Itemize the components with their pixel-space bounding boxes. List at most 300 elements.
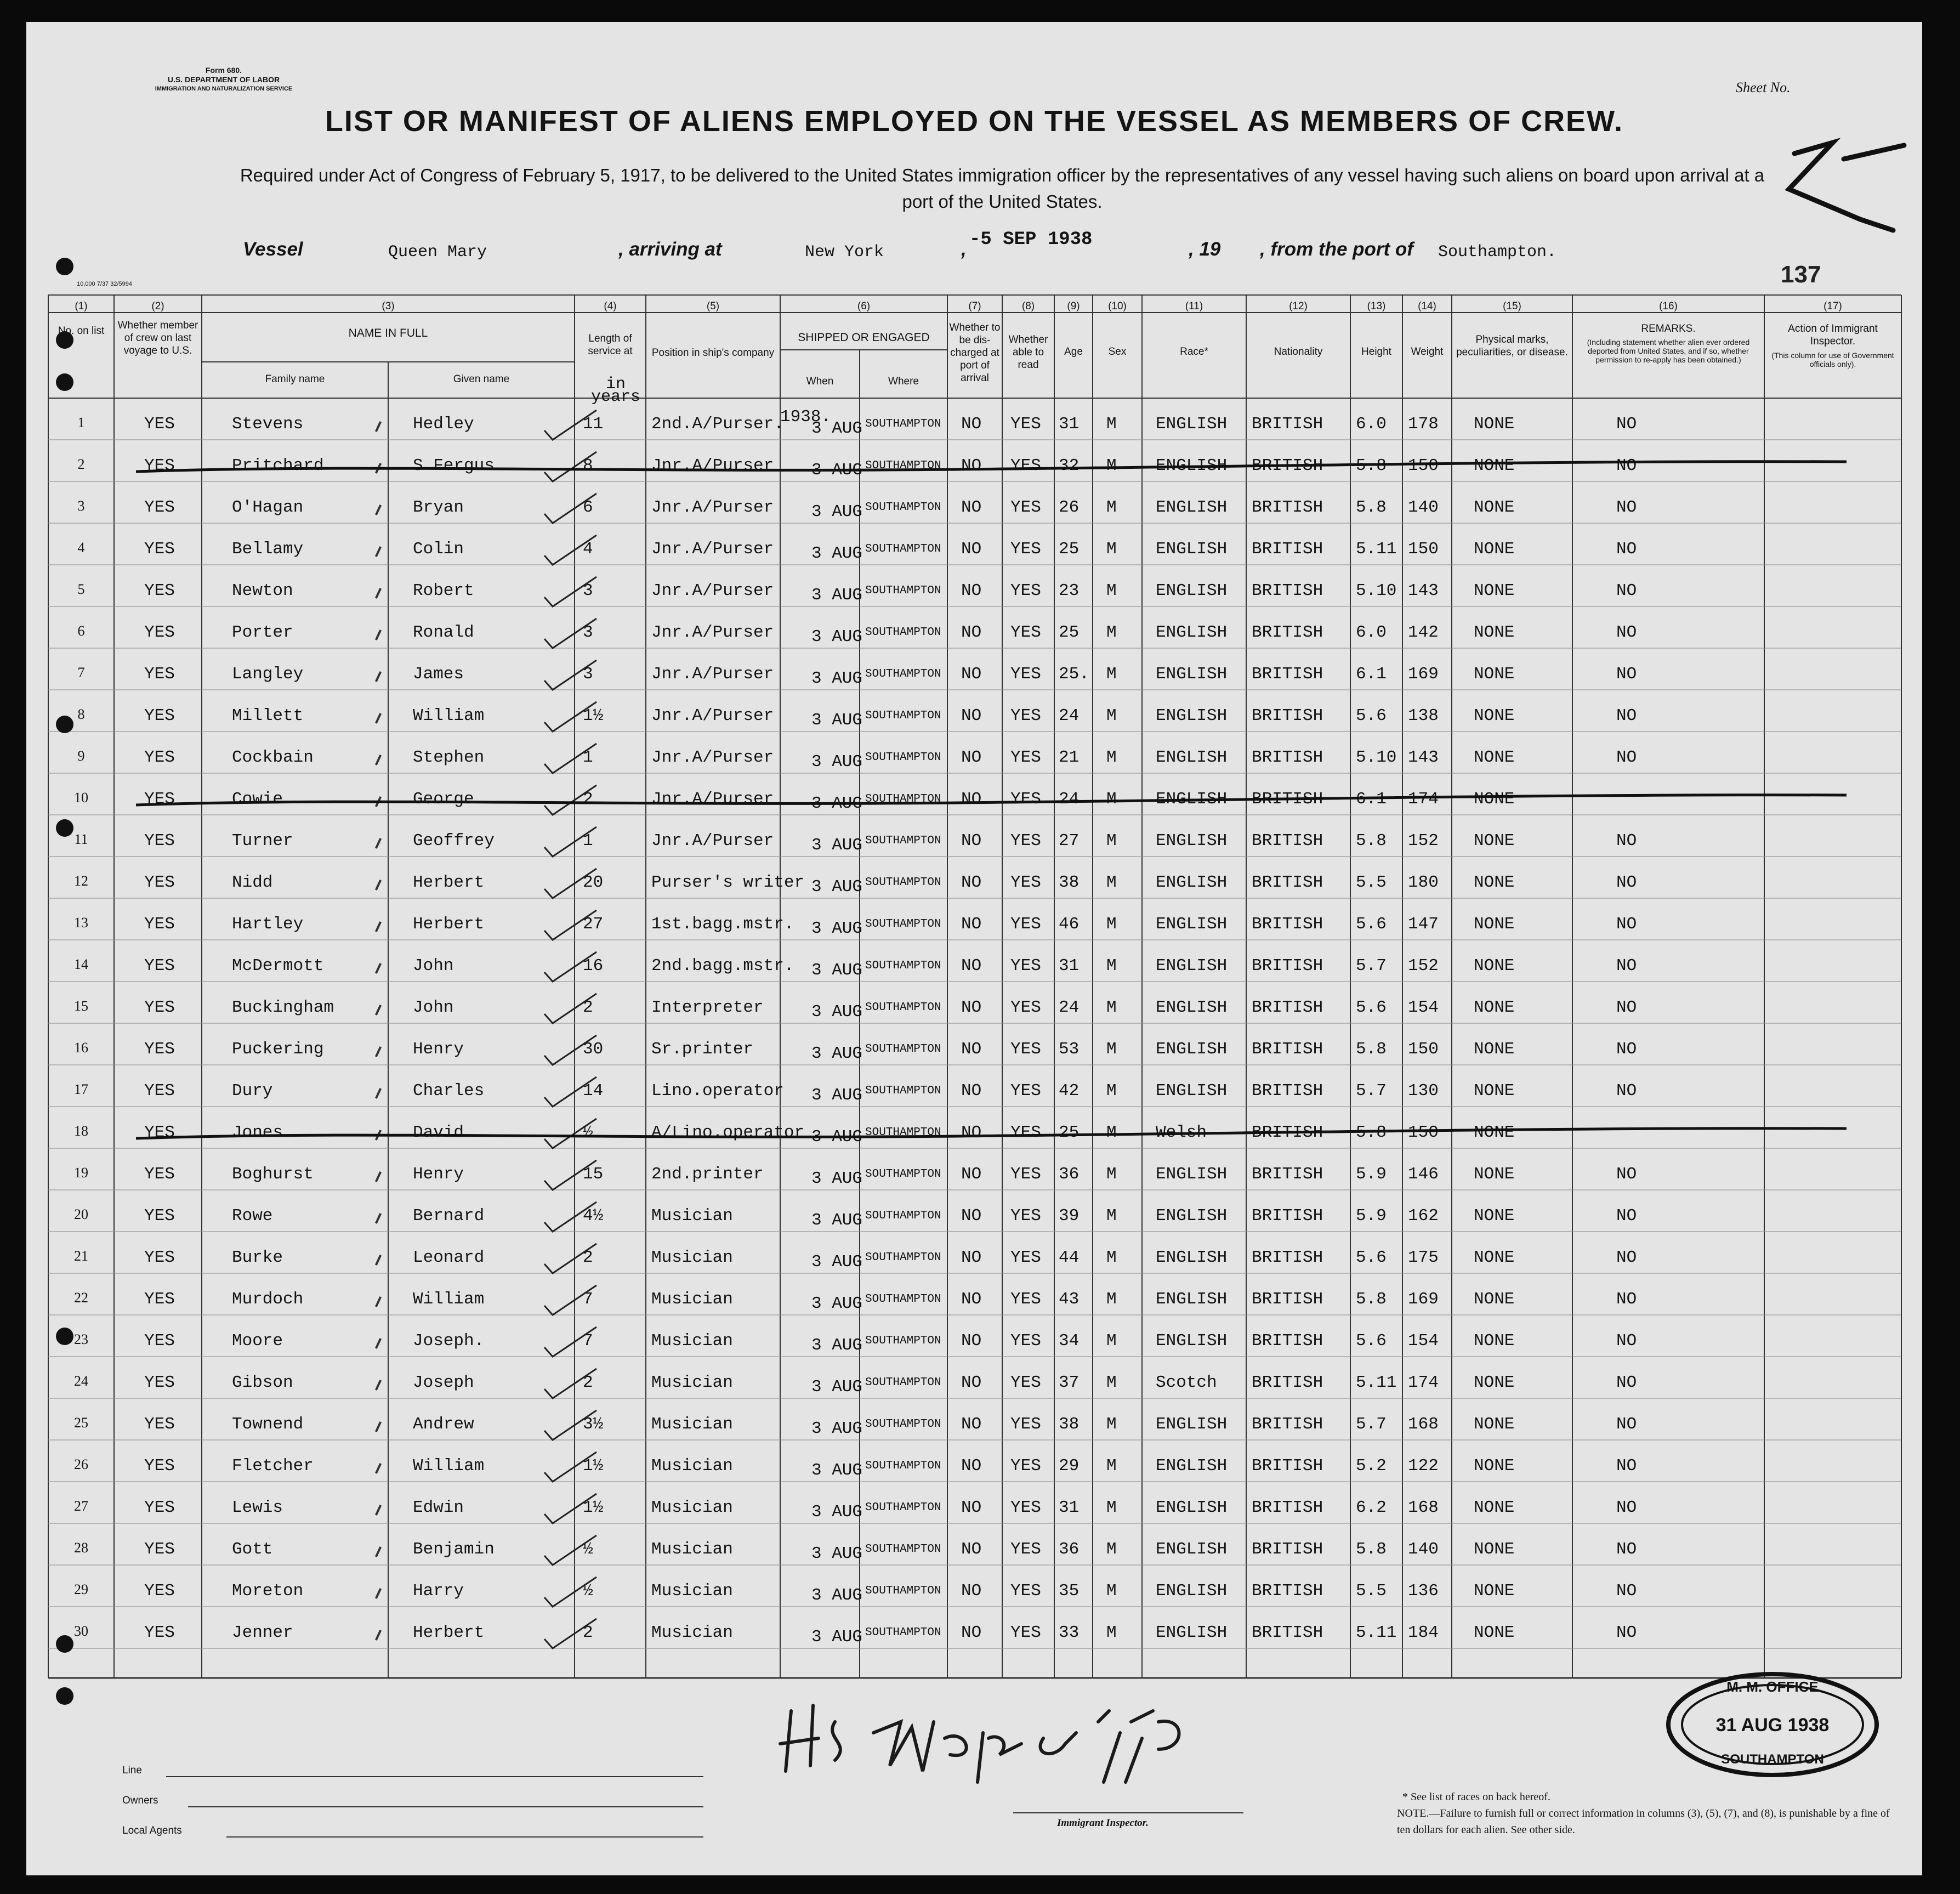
- cell-sex: M: [1106, 1290, 1117, 1309]
- department-name: U.S. DEPARTMENT OF LABOR: [167, 75, 280, 84]
- check-mark-icon: [539, 1573, 605, 1611]
- cell-discharged: NO: [961, 581, 982, 600]
- cell-member: YES: [144, 1081, 175, 1101]
- cell-sex: M: [1106, 706, 1117, 725]
- cell-years: 1: [583, 748, 593, 767]
- cell-sex: M: [1106, 581, 1117, 600]
- cell-race: ENGLISH: [1156, 1331, 1228, 1351]
- cell-marks: NONE: [1474, 1331, 1515, 1351]
- cell-marks: NONE: [1474, 1456, 1515, 1476]
- cell-race: ENGLISH: [1156, 623, 1228, 642]
- header-remarks-note: (Including statement whether alien ever ordered deported from United States, and if so, whether permission to re-apply has been obtained.): [1587, 338, 1750, 364]
- header-position: Position in ship's company: [651, 347, 775, 359]
- cell-height: 5.6: [1356, 915, 1387, 934]
- check-mark-icon: [539, 906, 605, 944]
- form-number: Form 680.: [205, 66, 242, 75]
- cell-position: Jnr.A/Purser: [651, 665, 774, 684]
- inspector-signature: [769, 1689, 1197, 1799]
- cell-where: SOUTHAMPTON: [865, 1168, 941, 1181]
- cell-height: 5.6: [1356, 1248, 1387, 1267]
- cell-sex: M: [1106, 1165, 1117, 1184]
- table-row: [26, 531, 1922, 572]
- cell-position: Musician: [651, 1498, 733, 1517]
- header-remarks: REMARKS.: [1641, 323, 1696, 334]
- cell-position: 2nd.printer: [651, 1165, 764, 1184]
- cell-sex: M: [1106, 1040, 1117, 1059]
- cell-race: ENGLISH: [1156, 1206, 1228, 1226]
- cell-nationality: BRITISH: [1252, 915, 1323, 934]
- table-row: [26, 1406, 1922, 1448]
- cell-marks: NONE: [1474, 831, 1515, 850]
- cell-marks: NONE: [1474, 415, 1515, 434]
- cell-discharged: NO: [961, 1415, 982, 1434]
- cell-discharged: NO: [961, 915, 982, 934]
- header-physical-marks: Physical marks, peculiarities, or disease.: [1456, 334, 1568, 358]
- cell-no: 12: [74, 873, 88, 889]
- cell-race: ENGLISH: [1156, 540, 1228, 559]
- cell-discharged: NO: [961, 1123, 982, 1142]
- cell-weight: 138: [1408, 706, 1439, 725]
- column-number: (17): [1823, 300, 1842, 312]
- cell-member: YES: [144, 831, 175, 850]
- table-row: [26, 1323, 1922, 1364]
- cell-given: John: [413, 956, 454, 976]
- cell-remarks: NO: [1616, 956, 1637, 976]
- cell-remarks: NO: [1616, 1581, 1637, 1601]
- cell-discharged: NO: [961, 748, 982, 767]
- cell-age: 36: [1059, 1540, 1080, 1559]
- cell-sex: M: [1106, 1123, 1117, 1142]
- cell-discharged: NO: [961, 1498, 982, 1517]
- cell-weight: 168: [1408, 1498, 1439, 1517]
- cell-discharged: NO: [961, 1456, 982, 1476]
- cell-marks: NONE: [1474, 498, 1515, 517]
- cell-given: Harry: [413, 1581, 464, 1601]
- cell-age: 31: [1059, 415, 1080, 434]
- cell-position: 2nd.bagg.mstr.: [651, 956, 794, 976]
- cell-sex: M: [1106, 456, 1117, 475]
- cell-marks: NONE: [1474, 1081, 1515, 1101]
- print-code: 10,000 7/37 32/5994: [77, 281, 132, 287]
- cell-read: YES: [1010, 1540, 1041, 1559]
- cell-marks: NONE: [1474, 1373, 1515, 1392]
- cell-where: SOUTHAMPTON: [865, 1460, 941, 1472]
- cell-marks: NONE: [1474, 581, 1515, 600]
- cell-no: 30: [74, 1623, 88, 1639]
- cell-given: Herbert: [413, 915, 485, 934]
- cell-race: ENGLISH: [1156, 1290, 1228, 1309]
- cell-nationality: BRITISH: [1252, 1040, 1323, 1059]
- cell-weight: 178: [1408, 415, 1439, 434]
- cell-marks: NONE: [1474, 1415, 1515, 1434]
- tick-mark-icon: [375, 630, 382, 640]
- cell-weight: 147: [1408, 915, 1439, 934]
- cell-years: 1½: [583, 706, 604, 725]
- cell-family: Bellamy: [232, 540, 304, 559]
- cell-family: O'Hagan: [232, 498, 304, 517]
- stamp-bottom-text: SOUTHAMPTON: [1721, 1752, 1824, 1767]
- cell-sex: M: [1106, 498, 1117, 517]
- cell-family: Gibson: [232, 1373, 293, 1392]
- cell-member: YES: [144, 581, 175, 600]
- cell-race: ENGLISH: [1156, 956, 1228, 976]
- cell-height: 5.10: [1356, 748, 1397, 767]
- races-note: * See list of races on back hereof.: [1402, 1791, 1550, 1803]
- cell-discharged: NO: [961, 498, 982, 517]
- cell-remarks: NO: [1616, 623, 1637, 642]
- tick-mark-icon: [375, 838, 382, 849]
- page-title: LIST OR MANIFEST OF ALIENS EMPLOYED ON THE VESSEL AS MEMBERS OF CREW.: [325, 105, 1624, 138]
- check-mark-icon: [539, 1364, 605, 1403]
- header-height: Height: [1361, 346, 1391, 358]
- cell-given: Stephen: [413, 748, 485, 767]
- cell-member: YES: [144, 1165, 175, 1184]
- cell-family: Jenner: [232, 1623, 293, 1642]
- cell-given: Joseph.: [413, 1331, 485, 1351]
- cell-marks: NONE: [1474, 1165, 1515, 1184]
- cell-years: 3: [583, 665, 593, 684]
- cell-remarks: NO: [1616, 873, 1637, 892]
- cell-marks: NONE: [1474, 1123, 1515, 1142]
- cell-remarks: NO: [1616, 1415, 1637, 1434]
- cell-where: SOUTHAMPTON: [865, 501, 941, 514]
- cell-family: Moreton: [232, 1581, 304, 1601]
- cell-age: 36: [1059, 1165, 1080, 1184]
- column-number: (6): [857, 300, 871, 312]
- cell-when: 3 AUG: [811, 544, 863, 563]
- cell-discharged: NO: [961, 998, 982, 1017]
- cell-remarks: NO: [1616, 540, 1637, 559]
- cell-weight: 174: [1408, 790, 1439, 809]
- cell-sex: M: [1106, 998, 1117, 1017]
- cell-given: Benjamin: [413, 1540, 495, 1559]
- cell-given: Colin: [413, 540, 464, 559]
- header-sex: Sex: [1108, 346, 1127, 358]
- cell-no: 28: [74, 1540, 88, 1556]
- cell-nationality: BRITISH: [1252, 1290, 1323, 1309]
- cell-marks: NONE: [1474, 1248, 1515, 1267]
- cell-race: ENGLISH: [1156, 1248, 1228, 1267]
- cell-race: ENGLISH: [1156, 1456, 1228, 1476]
- cell-sex: M: [1106, 665, 1117, 684]
- cell-where: SOUTHAMPTON: [865, 1501, 941, 1514]
- cell-nationality: BRITISH: [1252, 456, 1323, 475]
- cell-position: Jnr.A/Purser: [651, 456, 774, 475]
- cell-read: YES: [1010, 581, 1041, 600]
- cell-read: YES: [1010, 456, 1041, 475]
- cell-no: 1: [77, 415, 85, 430]
- cell-height: 5.7: [1356, 1415, 1387, 1434]
- cell-height: 5.8: [1356, 1290, 1387, 1309]
- cell-marks: NONE: [1474, 1040, 1515, 1059]
- cell-nationality: BRITISH: [1252, 498, 1323, 517]
- cell-sex: M: [1106, 1206, 1117, 1226]
- cell-race: ENGLISH: [1156, 1623, 1228, 1642]
- cell-years: 7: [583, 1290, 593, 1309]
- cell-member: YES: [144, 956, 175, 976]
- table-row: [26, 1239, 1922, 1281]
- cell-weight: 150: [1408, 1040, 1439, 1059]
- cell-age: 31: [1059, 1498, 1080, 1517]
- table-row: [26, 823, 1922, 864]
- cell-weight: 174: [1408, 1373, 1439, 1392]
- check-mark-icon: [539, 1031, 605, 1069]
- cell-family: Langley: [232, 665, 304, 684]
- cell-remarks: NO: [1616, 581, 1637, 600]
- cell-read: YES: [1010, 498, 1041, 517]
- penalty-note: NOTE.—Failure to furnish full or correct information in columns (3), (5), (7), and (8), is punishable by a fine of ten dollars for each alien. See other side.: [1397, 1807, 1890, 1836]
- cell-position: Musician: [651, 1456, 733, 1476]
- cell-age: 25: [1059, 1123, 1080, 1142]
- cell-read: YES: [1010, 915, 1041, 934]
- cell-where: SOUTHAMPTON: [865, 1335, 941, 1347]
- cell-sex: M: [1106, 1331, 1117, 1351]
- tick-mark-icon: [375, 1338, 382, 1349]
- cell-given: William: [413, 1290, 485, 1309]
- cell-member: YES: [144, 456, 175, 475]
- cell-family: Boghurst: [232, 1165, 314, 1184]
- cell-family: Burke: [232, 1248, 283, 1267]
- cell-where: SOUTHAMPTON: [865, 460, 941, 472]
- year-label: , 19: [1189, 239, 1221, 260]
- cell-member: YES: [144, 1540, 175, 1559]
- cell-age: 46: [1059, 915, 1080, 934]
- tick-mark-icon: [375, 1213, 382, 1224]
- cell-family: Cowie: [232, 790, 283, 809]
- tick-mark-icon: [375, 1380, 382, 1391]
- cell-when: 3 AUG: [811, 794, 863, 813]
- cell-where: SOUTHAMPTON: [865, 1585, 941, 1597]
- cell-where: SOUTHAMPTON: [865, 1043, 941, 1056]
- cell-sex: M: [1106, 1623, 1117, 1642]
- cell-height: 5.8: [1356, 456, 1387, 475]
- cell-member: YES: [144, 1498, 175, 1517]
- cell-when: 3 AUG: [811, 1377, 863, 1397]
- cell-race: ENGLISH: [1156, 831, 1228, 850]
- cell-read: YES: [1010, 1290, 1041, 1309]
- tick-mark-icon: [375, 1255, 382, 1266]
- tick-mark-icon: [375, 546, 382, 557]
- cell-height: 5.8: [1356, 1040, 1387, 1059]
- cell-when: 3 AUG: [811, 1544, 863, 1563]
- cell-where: SOUTHAMPTON: [865, 1251, 941, 1264]
- column-number: (11): [1185, 300, 1203, 312]
- cell-weight: 136: [1408, 1581, 1439, 1601]
- cell-discharged: NO: [961, 1206, 982, 1226]
- cell-when: 3 AUG: [811, 1628, 863, 1647]
- cell-where: SOUTHAMPTON: [865, 1126, 941, 1139]
- strike-through-line: [136, 1123, 1847, 1145]
- cell-read: YES: [1010, 1165, 1041, 1184]
- table-row: [26, 1114, 1922, 1156]
- cell-discharged: NO: [961, 1081, 982, 1101]
- cell-age: 26: [1059, 498, 1080, 517]
- cell-where: SOUTHAMPTON: [865, 543, 941, 555]
- header-race: Race*: [1180, 346, 1208, 358]
- table-row: [26, 781, 1922, 823]
- cell-height: 5.11: [1356, 540, 1397, 559]
- cell-read: YES: [1010, 1415, 1041, 1434]
- cell-member: YES: [144, 498, 175, 517]
- cell-when: 3 AUG: [811, 877, 863, 897]
- cell-given: Edwin: [413, 1498, 464, 1517]
- cell-remarks: NO: [1616, 831, 1637, 850]
- cell-no: 20: [74, 1206, 88, 1222]
- cell-race: ENGLISH: [1156, 1165, 1228, 1184]
- arriving-port: New York: [805, 243, 884, 262]
- cell-no: 18: [74, 1123, 88, 1139]
- cell-no: 21: [74, 1248, 88, 1264]
- check-mark-icon: [539, 1406, 605, 1444]
- cell-race: ENGLISH: [1156, 581, 1228, 600]
- cell-where: SOUTHAMPTON: [865, 1001, 941, 1014]
- cell-given: S Fergus: [413, 456, 495, 475]
- cell-weight: 169: [1408, 665, 1439, 684]
- cell-given: George: [413, 790, 474, 809]
- cell-years: 15: [583, 1165, 604, 1184]
- cell-race: ENGLISH: [1156, 1581, 1228, 1601]
- table-row: [26, 1573, 1922, 1614]
- check-mark-icon: [539, 989, 605, 1028]
- tick-mark-icon: [375, 1005, 382, 1016]
- cell-read: YES: [1010, 540, 1041, 559]
- cell-height: 5.9: [1356, 1165, 1387, 1184]
- header-name-in-full: NAME IN FULL: [348, 327, 428, 339]
- cell-member: YES: [144, 1290, 175, 1309]
- cell-years: ½: [583, 1540, 593, 1559]
- cell-when: 3 AUG: [811, 627, 863, 647]
- cell-when: 3 AUG: [811, 1002, 863, 1022]
- cell-race: ENGLISH: [1156, 415, 1228, 434]
- cell-discharged: NO: [961, 1581, 982, 1601]
- cell-marks: NONE: [1474, 915, 1515, 934]
- cell-height: 5.6: [1356, 1331, 1387, 1351]
- table-row: [26, 447, 1922, 489]
- cell-age: 24: [1059, 706, 1080, 725]
- check-mark-icon: [539, 656, 605, 694]
- cell-member: YES: [144, 1373, 175, 1392]
- cell-given: Henry: [413, 1165, 464, 1184]
- cell-nationality: BRITISH: [1252, 1165, 1323, 1184]
- cell-height: 5.7: [1356, 1081, 1387, 1101]
- check-mark-icon: [539, 531, 605, 569]
- cell-no: 8: [77, 706, 85, 722]
- cell-when: 3 AUG: [811, 586, 863, 605]
- cell-no: 9: [77, 748, 85, 764]
- table-row: [26, 1489, 1922, 1531]
- cell-discharged: NO: [961, 831, 982, 850]
- cell-discharged: NO: [961, 706, 982, 725]
- header-able-to-read: Whether able to read: [1008, 334, 1048, 371]
- cell-remarks: NO: [1616, 706, 1637, 725]
- cell-family: Pritchard: [232, 456, 324, 475]
- tick-mark-icon: [375, 963, 382, 974]
- cell-age: 23: [1059, 581, 1080, 600]
- cell-given: Bryan: [413, 498, 464, 517]
- check-mark-icon: [539, 823, 605, 861]
- cell-height: 5.8: [1356, 1540, 1387, 1559]
- cell-read: YES: [1010, 1581, 1041, 1601]
- cell-sex: M: [1106, 748, 1117, 767]
- cell-nationality: BRITISH: [1252, 831, 1323, 850]
- cell-marks: NONE: [1474, 623, 1515, 642]
- cell-where: SOUTHAMPTON: [865, 918, 941, 931]
- check-mark-icon: [539, 739, 605, 778]
- cell-when: 3 AUG: [811, 752, 863, 772]
- check-mark-icon: [539, 1198, 605, 1236]
- cell-race: ENGLISH: [1156, 915, 1228, 934]
- tick-mark-icon: [375, 880, 382, 891]
- cell-years: 20: [583, 873, 604, 892]
- cell-member: YES: [144, 1123, 175, 1142]
- cell-nationality: BRITISH: [1252, 1206, 1323, 1226]
- cell-position: 2nd.A/Purser.: [651, 415, 784, 434]
- cell-weight: 122: [1408, 1456, 1439, 1476]
- cell-years: 6: [583, 498, 593, 517]
- cell-when: 3 AUG: [811, 1502, 863, 1522]
- cell-sex: M: [1106, 623, 1117, 642]
- cell-race: ENGLISH: [1156, 665, 1228, 684]
- cell-age: 53: [1059, 1040, 1080, 1059]
- cell-no: 25: [74, 1415, 88, 1431]
- cell-weight: 169: [1408, 1290, 1439, 1309]
- cell-remarks: NO: [1616, 1456, 1637, 1476]
- cell-height: 6.0: [1356, 415, 1387, 434]
- cell-read: YES: [1010, 956, 1041, 976]
- cell-age: 24: [1059, 998, 1080, 1017]
- cell-member: YES: [144, 998, 175, 1017]
- cell-given: Robert: [413, 581, 474, 600]
- cell-remarks: NO: [1616, 665, 1637, 684]
- table-row: [26, 989, 1922, 1031]
- cell-given: Geoffrey: [413, 831, 495, 850]
- cell-member: YES: [144, 1331, 175, 1351]
- column-number: (15): [1503, 300, 1521, 312]
- cell-nationality: BRITISH: [1252, 998, 1323, 1017]
- cell-age: 42: [1059, 1081, 1080, 1101]
- cell-no: 2: [77, 456, 85, 472]
- from-port: Southampton.: [1438, 243, 1557, 262]
- cell-member: YES: [144, 623, 175, 642]
- cell-member: YES: [144, 540, 175, 559]
- cell-nationality: BRITISH: [1252, 1415, 1323, 1434]
- cell-nationality: BRITISH: [1252, 1331, 1323, 1351]
- column-number: (5): [706, 300, 720, 312]
- cell-no: 15: [74, 998, 88, 1014]
- check-mark-icon: [539, 614, 605, 653]
- page-number-mark: 137: [1781, 261, 1821, 288]
- table-row: [26, 1156, 1922, 1198]
- cell-read: YES: [1010, 1040, 1041, 1059]
- cell-member: YES: [144, 415, 175, 434]
- cell-no: 4: [77, 540, 85, 555]
- cell-where: SOUTHAMPTON: [865, 1085, 941, 1097]
- cell-given: Joseph: [413, 1373, 474, 1392]
- cell-weight: 180: [1408, 873, 1439, 892]
- header-family-name: Family name: [265, 373, 325, 385]
- cell-family: Millett: [232, 706, 304, 725]
- cell-race: ENGLISH: [1156, 706, 1228, 725]
- table-row: [26, 698, 1922, 739]
- owners-label: Owners: [122, 1795, 158, 1806]
- tick-mark-icon: [375, 1046, 382, 1057]
- cell-where: SOUTHAMPTON: [865, 835, 941, 847]
- cell-remarks: NO: [1616, 1290, 1637, 1309]
- cell-when: 3 AUG: [811, 1419, 863, 1438]
- header-action-inspector: Action of Immigrant Inspector.: [1788, 323, 1878, 347]
- cell-years: 16: [583, 956, 604, 976]
- cell-given: Henry: [413, 1040, 464, 1059]
